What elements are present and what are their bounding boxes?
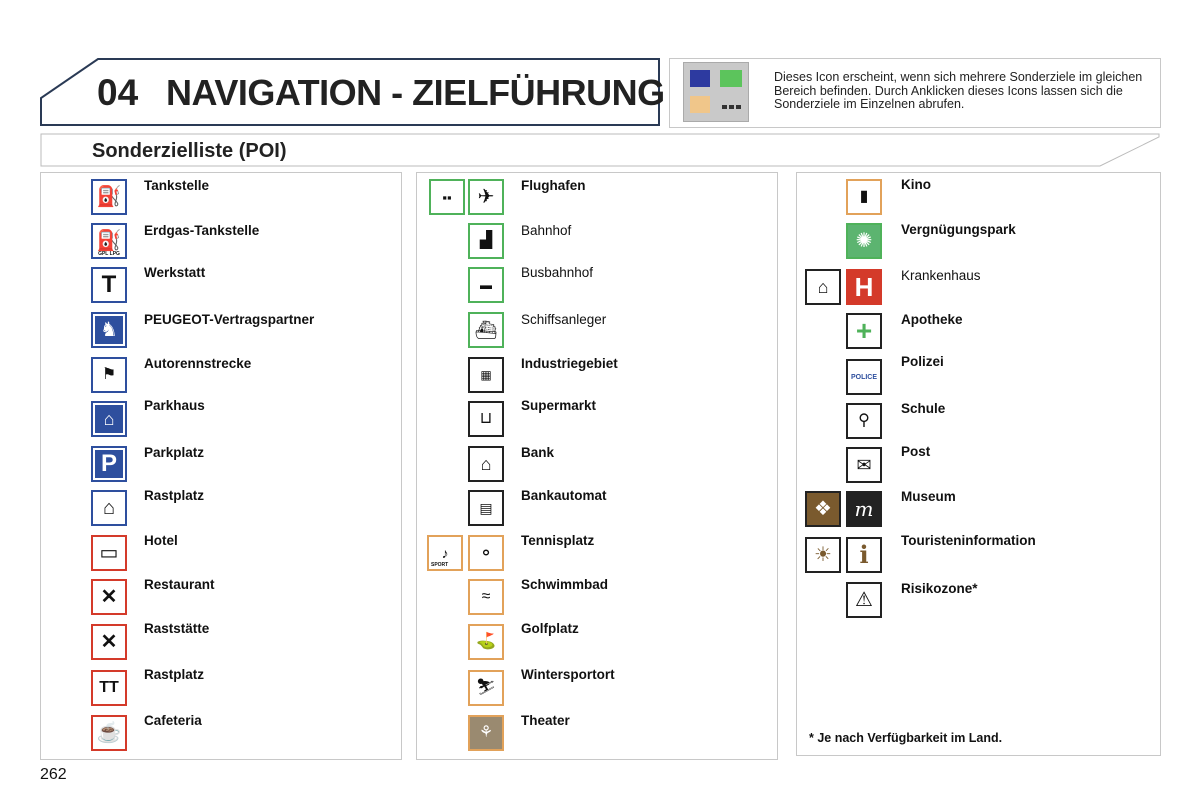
poi-label: Krankenhaus bbox=[901, 268, 981, 283]
poi-column-right bbox=[796, 172, 1161, 756]
poi-label: Werkstatt bbox=[144, 265, 206, 280]
factory-icon: ▦ bbox=[468, 357, 504, 393]
poi-label: Risikozone* bbox=[901, 581, 978, 596]
page-number: 262 bbox=[40, 766, 67, 783]
wrench-icon: T bbox=[91, 267, 127, 303]
bank-icon: ⌂ bbox=[468, 446, 504, 482]
warning-triangle-icon: ⚠ bbox=[846, 582, 882, 618]
section-title: Sonderzielliste (POI) bbox=[92, 140, 287, 162]
police-icon bbox=[846, 359, 882, 395]
poi-label: Autorennstrecke bbox=[144, 356, 252, 371]
poi-label: Industriegebiet bbox=[521, 356, 618, 371]
poi-label: Hotel bbox=[144, 533, 178, 548]
poi-label: Touristeninformation bbox=[901, 533, 1036, 548]
poi-column-left bbox=[40, 172, 402, 760]
skier-icon: ⛷ bbox=[468, 670, 504, 706]
poi-label: Flughafen bbox=[521, 178, 586, 193]
school-children-icon: ⚲ bbox=[846, 403, 882, 439]
parking-icon: P bbox=[91, 446, 127, 482]
poi-label: Parkhaus bbox=[144, 398, 205, 413]
poi-label: Post bbox=[901, 444, 931, 459]
poi-label: Vergnügungspark bbox=[901, 222, 1016, 237]
tennis-icon: ⚬ bbox=[468, 535, 504, 571]
fuel-pump-icon: ⛽ bbox=[91, 179, 127, 215]
airplane-icon: ✈ bbox=[468, 179, 504, 215]
poi-label: Theater bbox=[521, 713, 570, 728]
info-icon: i bbox=[846, 537, 882, 573]
coffee-cup-icon: ☕ bbox=[91, 715, 127, 751]
poi-label: Wintersportort bbox=[521, 667, 615, 682]
bed-icon: ▭ bbox=[91, 535, 127, 571]
sun-icon: ☀ bbox=[805, 537, 841, 573]
poi-label: Polizei bbox=[901, 354, 944, 369]
poi-label: Restaurant bbox=[144, 577, 215, 592]
gas-pump-icon: ⛽ GPL LPG bbox=[91, 223, 127, 259]
poi-label: PEUGEOT-Vertragspartner bbox=[144, 312, 315, 327]
poi-label: Museum bbox=[901, 489, 956, 504]
train-icon: ▟ bbox=[468, 223, 504, 259]
building-icon: ⌂ bbox=[805, 269, 841, 305]
pharmacy-cross-icon: + bbox=[846, 313, 882, 349]
ferris-wheel-icon: ✺ bbox=[846, 223, 882, 259]
police-text: POLICE bbox=[850, 373, 878, 381]
hospital-icon: H bbox=[846, 269, 882, 305]
lion-icon: ♞ bbox=[91, 312, 127, 348]
parking-garage-icon: ⌂ bbox=[91, 401, 127, 437]
footnote: * Je nach Verfügbarkeit im Land. bbox=[809, 731, 1003, 745]
poi-label: Rastplatz bbox=[144, 488, 205, 503]
swimmer-icon: ≈ bbox=[468, 579, 504, 615]
poi-label: Busbahnhof bbox=[521, 265, 594, 280]
page-title: NAVIGATION - ZIELFÜHRUNG bbox=[166, 72, 665, 113]
atm-icon: ▤ bbox=[468, 490, 504, 526]
poi-label: Rastplatz bbox=[144, 667, 205, 682]
golfer-icon: ⛳ bbox=[468, 624, 504, 660]
picnic-icon: TT bbox=[91, 670, 127, 706]
sport-icon: ♪ SPORT bbox=[427, 535, 463, 571]
museum-icon: m bbox=[846, 491, 882, 527]
poi-column-middle bbox=[416, 172, 778, 760]
poi-label: Schwimmbad bbox=[521, 577, 609, 592]
poi-label: Supermarkt bbox=[521, 398, 597, 413]
cutlery-icon: ✕ bbox=[91, 579, 127, 615]
poi-label: Tennisplatz bbox=[521, 533, 595, 548]
multi-poi-icon bbox=[683, 62, 749, 122]
sport-text: SPORT bbox=[431, 562, 449, 568]
poi-label: Parkplatz bbox=[144, 445, 205, 460]
roadside-restaurant-icon: ✕ bbox=[91, 624, 127, 660]
poi-label: Tankstelle bbox=[144, 178, 210, 193]
film-icon: ▮ bbox=[846, 179, 882, 215]
poi-label: Schiffsanleger bbox=[521, 312, 607, 327]
poi-label: Apotheke bbox=[901, 312, 963, 327]
envelope-icon: ✉ bbox=[846, 447, 882, 483]
race-track-icon: ⚑ bbox=[91, 357, 127, 393]
poi-label: Bank bbox=[521, 445, 555, 460]
poi-label: Raststätte bbox=[144, 621, 210, 636]
chapter-number: 04 bbox=[97, 72, 139, 113]
gpl-text: GPL LPG bbox=[98, 251, 120, 257]
poi-label: Cafeteria bbox=[144, 713, 202, 728]
rest-area-icon: ⌂ bbox=[91, 490, 127, 526]
theater-icon: ⚘ bbox=[468, 715, 504, 751]
shopping-cart-icon: ⊔ bbox=[468, 401, 504, 437]
poi-label: Bankautomat bbox=[521, 488, 607, 503]
info-text: Dieses Icon erscheint, wenn sich mehrere Sonderziele im gleichen Bereich befinden. Durch Anklicken dieses Icons lassen sich die Sonderziele im Einzelnen abrufen. bbox=[774, 70, 1143, 111]
poi-label: Schule bbox=[901, 401, 946, 416]
ship-icon: ⛴ bbox=[468, 312, 504, 348]
poi-label: Golfplatz bbox=[521, 621, 579, 636]
poi-label: Erdgas-Tankstelle bbox=[144, 223, 260, 238]
museum-ornament-icon: ❖ bbox=[805, 491, 841, 527]
poi-label: Bahnhof bbox=[521, 223, 572, 238]
bus-icon: ▬ bbox=[468, 267, 504, 303]
poi-label: Kino bbox=[901, 177, 931, 192]
transport-group-icon: ▪▪ bbox=[429, 179, 465, 215]
